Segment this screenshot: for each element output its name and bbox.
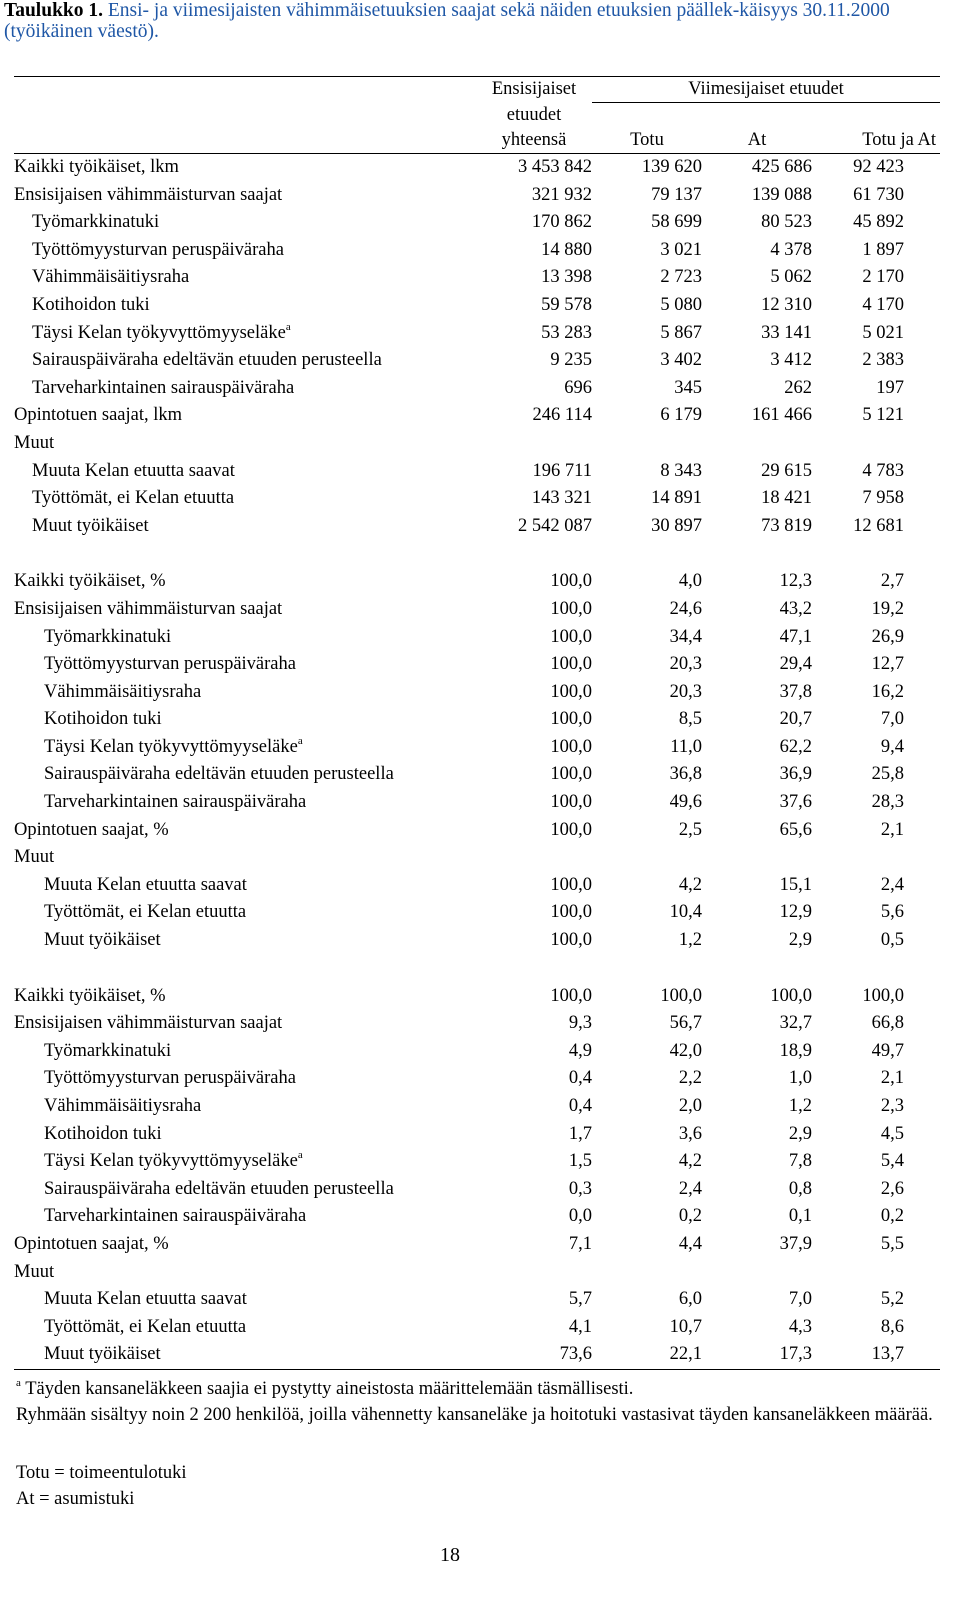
- cell-value: 100,0: [550, 709, 592, 730]
- row-label: Vähimmäisäitiysraha: [44, 681, 202, 702]
- cell-value: 12,9: [779, 902, 812, 923]
- header-primary-line2: etuudet: [506, 104, 562, 125]
- cell-value: 262: [784, 377, 812, 398]
- cell-value: 18 421: [761, 488, 812, 509]
- cell-value: 4 378: [770, 239, 812, 260]
- table-row: [14, 568, 940, 596]
- cell-value: 13 398: [541, 267, 592, 288]
- cell-value: 28,3: [871, 792, 904, 813]
- cell-value: 24,6: [669, 598, 702, 619]
- cell-value: 8,5: [678, 709, 702, 730]
- table-row: [14, 1010, 940, 1038]
- cell-value: 36,8: [669, 764, 702, 785]
- cell-value: 5 867: [660, 322, 702, 343]
- cell-value: 5,2: [880, 1289, 904, 1310]
- cell-value: 0,2: [678, 1206, 702, 1227]
- cell-value: 12,3: [779, 571, 812, 592]
- cell-value: 1,5: [568, 1151, 592, 1172]
- table-row: [14, 430, 940, 458]
- row-label: Ensisijaisen vähimmäisturvan saajat: [14, 184, 283, 205]
- cell-value: 143 321: [531, 488, 592, 509]
- cell-value: 321 932: [531, 184, 592, 205]
- cell-value: 2,9: [788, 930, 812, 951]
- table-row: [14, 1148, 940, 1176]
- cell-value: 30 897: [651, 515, 702, 536]
- row-label: Muut: [14, 1261, 55, 1282]
- cell-value: 1,2: [788, 1096, 812, 1116]
- cell-value: 20,7: [779, 709, 812, 730]
- table-row: [14, 983, 940, 1011]
- cell-value: 0,8: [788, 1178, 812, 1199]
- cell-value: 5 121: [862, 405, 904, 426]
- cell-value: 100,0: [550, 571, 592, 592]
- table-title: Ensi- ja viimesijaisten vähimmäisetuuksien saajat sekä näiden etuuksien päällek-käisyys 30.11.2000 (työikäinen väestö).: [4, 0, 890, 42]
- table-header: [14, 77, 940, 154]
- footnote-line1: Täyden kansaneläkkeen saajia ei pystytty aineistosta määrittelemään täsmällisesti.: [25, 1379, 634, 1399]
- cell-value: 53 283: [541, 322, 592, 343]
- cell-value: 345: [674, 377, 702, 398]
- cell-value: 61 730: [853, 184, 904, 205]
- cell-value: [702, 844, 812, 872]
- cell-value: 0,5: [880, 930, 904, 951]
- cell-value: [702, 430, 812, 458]
- cell-value: 37,8: [779, 681, 812, 702]
- cell-value: 45 892: [853, 212, 904, 233]
- cell-value: 73 819: [761, 515, 812, 536]
- cell-value: 197: [876, 377, 904, 398]
- cell-value: 161 466: [751, 405, 812, 426]
- cell-value: 1 897: [862, 239, 904, 260]
- table-row: [14, 347, 940, 375]
- cell-value: 6 179: [660, 405, 702, 426]
- cell-value: [592, 430, 702, 458]
- row-label: Muut: [14, 847, 55, 868]
- cell-value: 5,5: [880, 1233, 904, 1254]
- data-table: [14, 76, 940, 1370]
- cell-value: 13,7: [812, 1341, 940, 1369]
- table-row: [14, 624, 940, 652]
- row-label: Kotihoidon tuki: [44, 1123, 162, 1144]
- row-label: Sairauspäiväraha edeltävän etuuden perusteella: [44, 1178, 394, 1199]
- row-label: Ensisijaisen vähimmäisturvan saajat: [14, 598, 283, 619]
- cell-value: 170 862: [531, 212, 592, 233]
- cell-value: 9,4: [880, 736, 904, 757]
- cell-value: 42,0: [669, 1040, 702, 1061]
- cell-value: 2,5: [678, 819, 702, 840]
- row-label: Työttömät, ei Kelan etuutta: [32, 488, 235, 509]
- cell-value: 100,0: [550, 985, 592, 1006]
- row-label: Vähimmäisäitiysraha: [32, 267, 190, 288]
- cell-value: 0,2: [880, 1206, 904, 1227]
- cell-value: 66,8: [871, 1013, 904, 1034]
- row-label: Työttömät, ei Kelan etuutta: [44, 1316, 247, 1337]
- cell-value: 2 723: [660, 267, 702, 288]
- row-label: Työttömyysturvan peruspäiväraha: [32, 239, 284, 260]
- footnote-ref: a: [297, 734, 303, 747]
- cell-value: 2,1: [880, 1068, 904, 1089]
- cell-value: [702, 1259, 812, 1287]
- cell-value: 1,0: [788, 1068, 812, 1089]
- cell-value: 2,3: [880, 1096, 904, 1116]
- table-row: [14, 458, 940, 486]
- row-label: Muuta Kelan etuutta saavat: [44, 874, 247, 895]
- cell-value: 19,2: [871, 598, 904, 619]
- table-row: [14, 292, 940, 320]
- cell-value: 2,4: [678, 1178, 702, 1199]
- cell-value: 4,1: [568, 1316, 592, 1337]
- row-label: Ensisijaisen vähimmäisturvan saajat: [14, 1013, 283, 1034]
- cell-value: 47,1: [779, 626, 812, 647]
- cell-value: 73,6: [476, 1341, 592, 1369]
- cell-value: [476, 430, 592, 458]
- header-at: At: [702, 128, 812, 154]
- table-number: Taulukko 1.: [4, 0, 104, 21]
- cell-value: 56,7: [669, 1013, 702, 1034]
- row-label: Työttömät, ei Kelan etuutta: [44, 902, 247, 923]
- cell-value: 5 021: [862, 322, 904, 343]
- cell-value: 15,1: [779, 874, 812, 895]
- row-label: Muuta Kelan etuutta saavat: [32, 460, 235, 481]
- cell-value: 7,0: [880, 709, 904, 730]
- footnote-ref: a: [285, 320, 291, 333]
- cell-value: 65,6: [779, 819, 812, 840]
- table-row: [14, 761, 940, 789]
- cell-value: 37,9: [779, 1233, 812, 1254]
- cell-value: 4,2: [678, 874, 702, 895]
- row-label: Muut työikäiset: [44, 930, 161, 951]
- cell-value: 80 523: [761, 212, 812, 233]
- table-row: [14, 209, 940, 237]
- table-row: [14, 1286, 940, 1314]
- header-group-last-resort: Viimesijaiset etuudet: [592, 77, 940, 103]
- cell-value: 7,8: [788, 1151, 812, 1172]
- cell-value: 12,7: [871, 654, 904, 675]
- abbreviation-totu: Totu = toimeentulotuki: [16, 1463, 187, 1483]
- cell-value: 100,0: [550, 598, 592, 619]
- footnote-marker: a: [16, 1377, 21, 1389]
- cell-value: 2 170: [862, 267, 904, 288]
- footnote-ref: a: [297, 1149, 303, 1162]
- row-label: Työmarkkinatuki: [44, 1040, 172, 1061]
- cell-value: 4,3: [788, 1316, 812, 1337]
- row-label: Sairauspäiväraha edeltävän etuuden perusteella: [44, 764, 394, 785]
- table-row: [14, 899, 940, 927]
- cell-value: 18,9: [779, 1040, 812, 1061]
- row-label: Opintotuen saajat, lkm: [14, 405, 183, 426]
- cell-value: [812, 430, 940, 458]
- table-row: [14, 485, 940, 513]
- cell-value: 100,0: [550, 736, 592, 757]
- row-label: Tarveharkintainen sairauspäiväraha: [44, 792, 307, 813]
- cell-value: 59 578: [541, 294, 592, 315]
- table-row: [14, 375, 940, 403]
- cell-value: 100,0: [550, 792, 592, 813]
- cell-value: 10,7: [669, 1316, 702, 1337]
- cell-value: 2,7: [880, 571, 904, 592]
- row-label: Täysi Kelan työkyvyttömyyseläke$^a$: [44, 1149, 303, 1172]
- table-row: [14, 1065, 940, 1093]
- table-row: [14, 927, 940, 955]
- row-label: Työttömyysturvan peruspäiväraha: [44, 654, 296, 675]
- cell-value: 5 080: [660, 294, 702, 315]
- row-label: Täysi Kelan työkyvyttömyyseläke$^a$: [44, 734, 303, 757]
- cell-value: 100,0: [550, 626, 592, 647]
- table-row: [14, 679, 940, 707]
- table-row: [14, 320, 940, 348]
- row-label: Työmarkkinatuki: [44, 626, 172, 647]
- table-row: [14, 1259, 940, 1287]
- cell-value: [592, 844, 702, 872]
- row-label: Muut: [14, 432, 55, 453]
- cell-value: 100,0: [550, 874, 592, 895]
- row-label: Muut työikäiset: [32, 515, 149, 536]
- table-caption: [4, 0, 944, 42]
- cell-value: 2,4: [880, 874, 904, 895]
- cell-value: [476, 844, 592, 872]
- cell-value: 0,3: [568, 1178, 592, 1199]
- row-label: Työttömyysturvan peruspäiväraha: [44, 1068, 296, 1089]
- cell-value: 20,3: [669, 654, 702, 675]
- table-row: [14, 789, 940, 817]
- table-row: [14, 1341, 940, 1369]
- cell-value: 4,9: [568, 1040, 592, 1061]
- cell-value: 7,0: [788, 1289, 812, 1310]
- abbreviations: [16, 1460, 186, 1512]
- cell-value: 11,0: [670, 736, 702, 757]
- cell-value: 5,6: [880, 902, 904, 923]
- cell-value: 29 615: [761, 460, 812, 481]
- table-row: [14, 734, 940, 762]
- row-label: Opintotuen saajat, %: [14, 1233, 169, 1254]
- cell-value: 49,6: [669, 792, 702, 813]
- table-row: [14, 844, 940, 872]
- cell-value: 100,0: [862, 985, 904, 1006]
- table-row: [14, 154, 940, 182]
- cell-value: 9,3: [568, 1013, 592, 1034]
- cell-value: 100,0: [550, 681, 592, 702]
- cell-value: 8 343: [660, 460, 702, 481]
- cell-value: 32,7: [779, 1013, 812, 1034]
- cell-value: 0,4: [568, 1096, 592, 1116]
- cell-value: 17,3: [702, 1341, 812, 1369]
- cell-value: [812, 1259, 940, 1287]
- table-row: [14, 402, 940, 430]
- table-row: [14, 651, 940, 679]
- cell-value: 0,1: [788, 1206, 812, 1227]
- row-label: Kaikki työikäiset, lkm: [14, 157, 179, 177]
- cell-value: 14 891: [651, 488, 702, 509]
- row-label: Kaikki työikäiset, %: [14, 571, 166, 592]
- table-body: [14, 154, 940, 1370]
- cell-value: 196 711: [532, 460, 592, 481]
- row-label: Kotihoidon tuki: [44, 709, 162, 730]
- cell-value: 2,2: [678, 1068, 702, 1089]
- cell-value: 29,4: [779, 654, 812, 675]
- cell-value: 79 137: [651, 184, 702, 205]
- cell-value: 20,3: [669, 681, 702, 702]
- cell-value: 3 453 842: [518, 157, 592, 177]
- header-primary-line3: yhteensä: [476, 128, 592, 154]
- table-row: [14, 1314, 940, 1342]
- table-row: [14, 1038, 940, 1066]
- cell-value: 100,0: [550, 819, 592, 840]
- cell-value: 1,2: [678, 930, 702, 951]
- cell-value: 3 402: [660, 350, 702, 371]
- cell-value: 9 235: [550, 350, 592, 371]
- row-label: Kotihoidon tuki: [32, 294, 150, 315]
- cell-value: 139 620: [641, 157, 702, 177]
- page-number: 18: [440, 1544, 460, 1566]
- header-totu-ja-at: Totu ja At: [812, 128, 940, 154]
- row-label: Työmarkkinatuki: [32, 212, 160, 233]
- cell-value: 425 686: [751, 157, 812, 177]
- table-row: [14, 1176, 940, 1204]
- table-row: [14, 1121, 940, 1149]
- cell-value: 49,7: [871, 1040, 904, 1061]
- cell-value: 100,0: [550, 902, 592, 923]
- cell-value: 4,5: [880, 1123, 904, 1144]
- section-spacer: [14, 955, 940, 983]
- cell-value: 2 542 087: [518, 515, 592, 536]
- table-row: [14, 1093, 940, 1121]
- cell-value: 26,9: [871, 626, 904, 647]
- cell-value: 10,4: [669, 902, 702, 923]
- cell-value: 5,7: [568, 1289, 592, 1310]
- cell-value: 100,0: [550, 930, 592, 951]
- cell-value: 4 783: [862, 460, 904, 481]
- footnote-line2: Ryhmään sisältyy noin 2 200 henkilöä, joilla vähennetty kansaneläke ja hoitotuki vastasivat täyden kansaneläkkeen määrää.: [16, 1405, 933, 1425]
- cell-value: 0,4: [568, 1068, 592, 1089]
- row-label: Muut työikäiset: [14, 1341, 476, 1369]
- table-row: [14, 237, 940, 265]
- cell-value: 22,1: [592, 1341, 702, 1369]
- cell-value: 1,7: [568, 1123, 592, 1144]
- cell-value: 43,2: [779, 598, 812, 619]
- cell-value: 5 062: [770, 267, 812, 288]
- cell-value: 6,0: [678, 1289, 702, 1310]
- cell-value: 100,0: [550, 764, 592, 785]
- cell-value: 2 383: [862, 350, 904, 371]
- table-row: [14, 872, 940, 900]
- table-row: [14, 1203, 940, 1231]
- cell-value: 4,4: [678, 1233, 702, 1254]
- cell-value: 2,0: [678, 1096, 702, 1116]
- cell-value: 3,6: [678, 1123, 702, 1144]
- cell-value: 36,9: [779, 764, 812, 785]
- cell-value: 92 423: [853, 157, 904, 177]
- footnote: [16, 1376, 936, 1428]
- cell-value: 696: [564, 377, 592, 398]
- cell-value: 37,6: [779, 792, 812, 813]
- cell-value: 25,8: [871, 764, 904, 785]
- cell-value: 4,0: [678, 571, 702, 592]
- cell-value: 2,6: [880, 1178, 904, 1199]
- cell-value: 246 114: [532, 405, 592, 426]
- table-row: [14, 817, 940, 845]
- cell-value: 12 310: [761, 294, 812, 315]
- row-label: Tarveharkintainen sairauspäiväraha: [44, 1206, 307, 1227]
- cell-value: 2,9: [788, 1123, 812, 1144]
- row-label: Tarveharkintainen sairauspäiväraha: [32, 377, 295, 398]
- table-row: [14, 1231, 940, 1259]
- cell-value: [476, 1259, 592, 1287]
- table-row: [14, 513, 940, 541]
- cell-value: [812, 844, 940, 872]
- header-primary-line1: Ensisijaiset: [476, 77, 592, 103]
- cell-value: 2,1: [880, 819, 904, 840]
- row-label: Muuta Kelan etuutta saavat: [44, 1289, 247, 1310]
- row-label: Täysi Kelan työkyvyttömyyseläke$^a$: [32, 320, 291, 343]
- table-row: [14, 596, 940, 624]
- cell-value: 8,6: [880, 1316, 904, 1337]
- cell-value: 33 141: [761, 322, 812, 343]
- cell-value: 100,0: [770, 985, 812, 1006]
- cell-value: [592, 1259, 702, 1287]
- cell-value: 4 170: [862, 294, 904, 315]
- cell-value: 3 021: [660, 239, 702, 260]
- cell-value: 0,0: [568, 1206, 592, 1227]
- cell-value: 100,0: [550, 654, 592, 675]
- section-spacer: [14, 540, 940, 568]
- cell-value: 58 699: [651, 212, 702, 233]
- row-label: Opintotuen saajat, %: [14, 819, 169, 840]
- cell-value: 5,4: [880, 1151, 904, 1172]
- cell-value: 7 958: [862, 488, 904, 509]
- abbreviation-at: At = asumistuki: [16, 1489, 135, 1509]
- cell-value: 100,0: [660, 985, 702, 1006]
- row-label: Sairauspäiväraha edeltävän etuuden perusteella: [32, 350, 382, 371]
- table-row: [14, 706, 940, 734]
- cell-value: 34,4: [669, 626, 702, 647]
- cell-value: 4,2: [678, 1151, 702, 1172]
- cell-value: 16,2: [871, 681, 904, 702]
- row-label: Kaikki työikäiset, %: [14, 985, 166, 1006]
- cell-value: 3 412: [770, 350, 812, 371]
- cell-value: 12 681: [853, 515, 904, 536]
- table-row: [14, 182, 940, 210]
- cell-value: 14 880: [541, 239, 592, 260]
- table-row: [14, 264, 940, 292]
- cell-value: 7,1: [568, 1233, 592, 1254]
- cell-value: 62,2: [779, 736, 812, 757]
- cell-value: 139 088: [751, 184, 812, 205]
- header-totu: Totu: [592, 128, 702, 154]
- row-label: Vähimmäisäitiysraha: [44, 1096, 202, 1116]
